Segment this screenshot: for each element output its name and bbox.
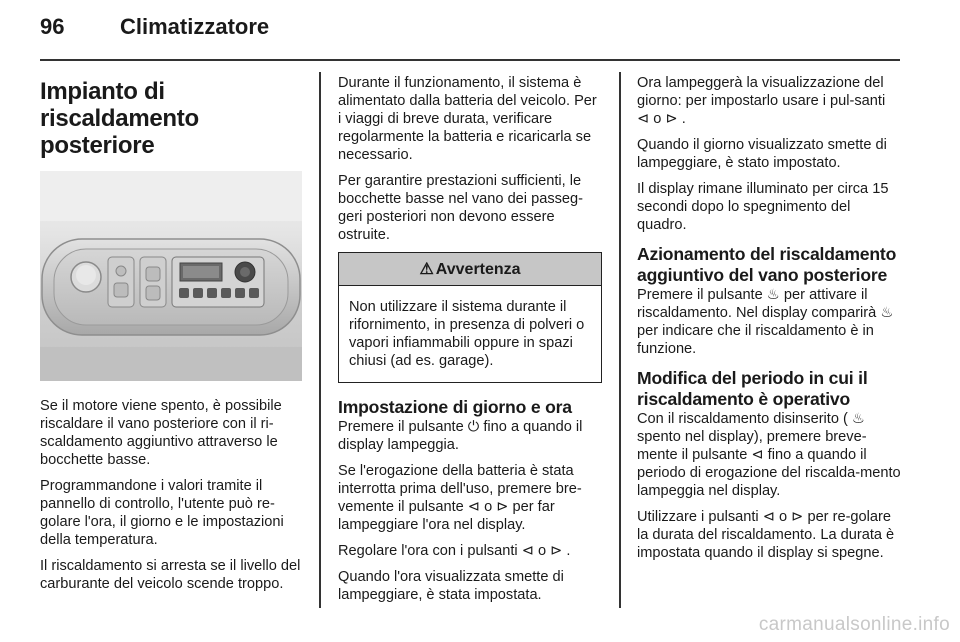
section-title-rear-heater: Impianto di riscaldamento posteriore (40, 78, 199, 159)
header-rule (40, 59, 900, 61)
column-3 (637, 74, 901, 570)
warning-header (339, 253, 601, 286)
col3-section2-paragraph-2: Utilizzare i pulsanti ⊲ o ⊳ per re-golare la durata del riscaldamento. La durata è impostata quando il display si spegne. (637, 509, 895, 561)
col2-section-paragraph-4: Quando l'ora visualizzata smette di lampeggiare, è stata impostata. (338, 569, 564, 603)
section-title-period: Modifica del periodo in cui il riscaldamento è operativo (637, 368, 868, 409)
control-panel-photo (40, 171, 302, 381)
col1-paragraph-2: Programmandone i valori tramite il pannello di controllo, l'utente può re-golare l'ora, il giorno e le impostazioni della temperatura. (40, 478, 284, 548)
section-title-day-time: Impostazione di giorno e ora (338, 397, 572, 417)
col2-section-paragraph-3: Regolare l'ora con i pulsanti ⊲ o ⊳ . (338, 543, 571, 559)
column-2 (338, 74, 602, 612)
chapter-title: Climatizzatore (120, 14, 270, 39)
col3-paragraph-1: Ora lampeggerà la visualizzazione del giorno: per impostarlo usare i pul-santi ⊲ o ⊳ . (637, 75, 886, 127)
col3-section2-paragraph-1: Con il riscaldamento disinserito ( ♨ spento nel display), premere breve-mente il pulsante ⊲ fino a quando il periodo di erogazione del riscalda-mento lampeggia nel display. (637, 411, 901, 499)
col2-section-paragraph-2: Se l'erogazione della batteria è stata interrotta prima dell'uso, premere bre-vemente il pulsante ⊲ o ⊳ per far lampeggiare l'ora nel display. (338, 463, 582, 533)
page-number: 96 (40, 14, 65, 39)
column-1 (40, 74, 304, 601)
col3-section1-paragraph-1: Premere il pulsante ♨ per attivare il riscaldamento. Nel display comparirà ♨ per indicare che il riscaldamento è in funzione. (637, 287, 894, 357)
control-panel-illustration (40, 171, 302, 381)
warning-text: Non utilizzare il sistema durante il rifornimento, in presenza di polveri o vapori infiammabili oppure in spazi chiusi (ad es. garage). (349, 299, 585, 369)
warning-title: Avvertenza (435, 261, 521, 278)
col3-paragraph-3: Il display rimane illuminato per circa 15 secondi dopo lo spegnimento del quadro. (637, 181, 889, 233)
col2-paragraph-1: Durante il funzionamento, il sistema è alimentato dalla batteria del veicolo. Per i viaggi di breve durata, verificare regolarmente la batteria e ricaricarla se necessario. (338, 75, 597, 163)
warning-box (338, 252, 602, 383)
col2-paragraph-2: Per garantire prestazioni sufficienti, le bocchette basse nel vano dei passeg-geri posteriori non devono essere ostruite. (338, 173, 584, 243)
section-title-activation: Azionamento del riscaldamento aggiuntivo del vano posteriore (637, 244, 897, 285)
column-divider-1 (319, 72, 321, 608)
column-divider-2 (619, 72, 621, 608)
col3-paragraph-2: Quando il giorno visualizzato smette di lampeggiare, è stato impostato. (637, 137, 887, 171)
col1-paragraph-1: Se il motore viene spento, è possibile riscaldare il vano posteriore con il ri-scaldamento aggiuntivo attraverso le bocchette basse. (40, 398, 282, 468)
watermark: carmanualsonline.info (758, 614, 950, 635)
col2-section-paragraph-1: Premere il pulsante ⏻ fino a quando il display lampeggia. (338, 419, 583, 453)
col1-paragraph-3: Il riscaldamento si arresta se il livello del carburante del veicolo scende troppo. (40, 558, 301, 592)
warning-triangle-icon: ⚠ (419, 261, 434, 278)
